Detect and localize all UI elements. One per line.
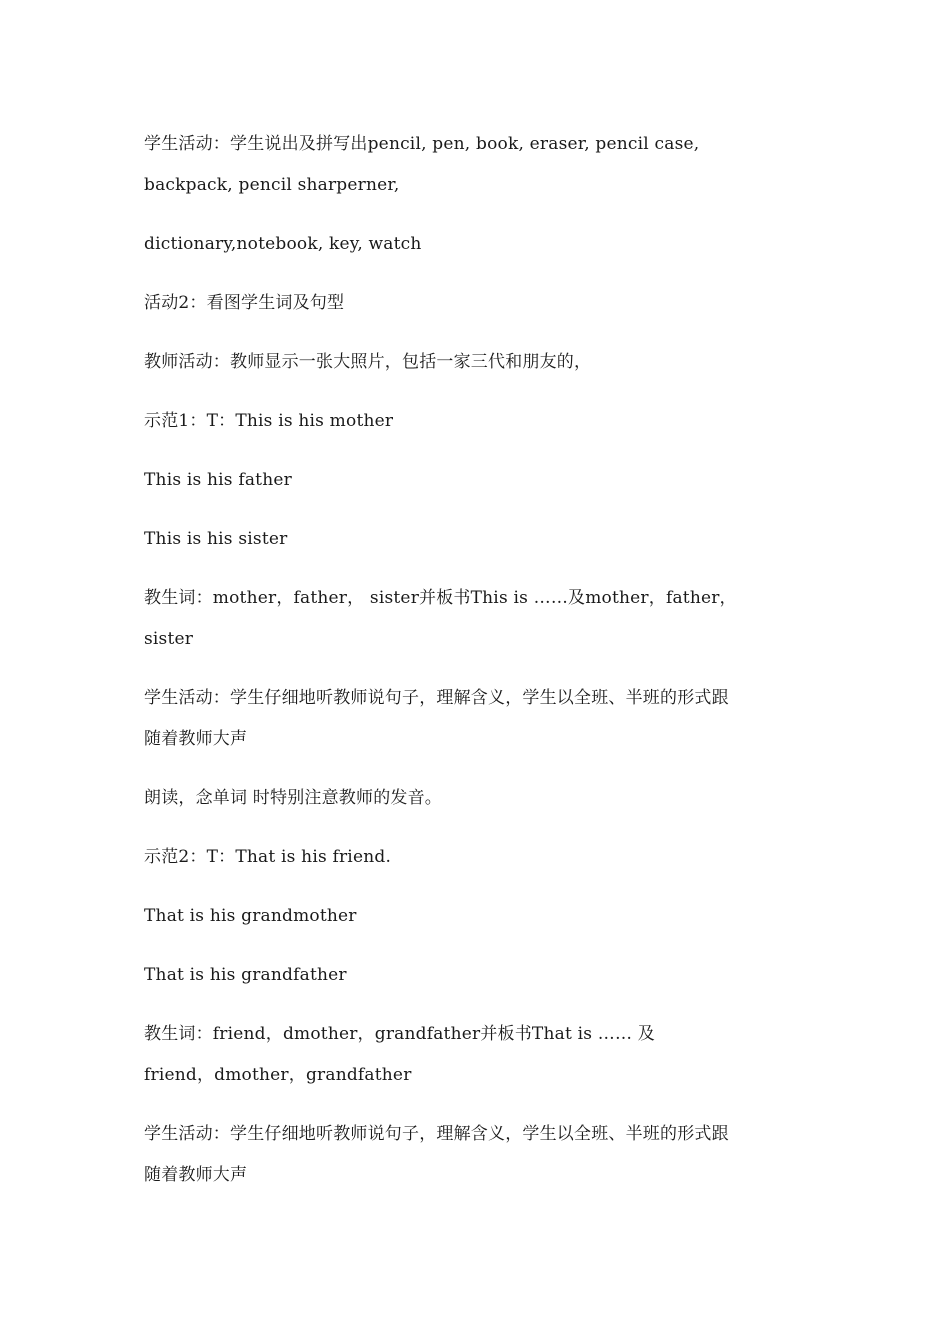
paragraph-line: backpack, pencil sharperner, (144, 175, 400, 195)
paragraph-line: 学生活动：学生仔细地听教师说句子，理解含义，学生以全班、半班的形式跟 (144, 688, 729, 708)
paragraph-activity-2-heading (144, 283, 814, 324)
paragraph-teacher-activity (144, 342, 814, 383)
paragraph-line: 教师活动：教师显示一张大照片，包括一家三代和朋友的， (144, 352, 592, 372)
paragraph-line: This is his sister (144, 529, 288, 549)
paragraph-demo-1 (144, 401, 814, 442)
paragraph-line: 随着教师大声 (144, 1165, 248, 1185)
paragraph-teach-words-2 (144, 1014, 814, 1096)
paragraph-grandfather-sentence (144, 955, 814, 996)
paragraph-reading-note (144, 778, 814, 819)
paragraph-line: 教生词：friend，dmother，grandfather并板书That is …… 及 (144, 1024, 655, 1044)
paragraph-line: 示范2：T：That is his friend. (144, 847, 392, 867)
paragraph-line: This is his father (144, 470, 292, 490)
paragraph-line: 教生词：mother，father， sister并板书This is ……及mother，father， (144, 588, 737, 608)
paragraph-line: That is his grandmother (144, 906, 357, 926)
paragraph-student-activity-2 (144, 678, 814, 760)
paragraph-line: 学生活动：学生说出及拼写出pencil, pen, book, eraser, pencil case, (144, 134, 700, 154)
paragraph-line: friend，dmother，grandfather (144, 1065, 412, 1085)
paragraph-vocabulary-list (144, 224, 814, 265)
paragraph-student-activity-3 (144, 1114, 814, 1196)
paragraph-grandmother-sentence (144, 896, 814, 937)
paragraph-line: 随着教师大声 (144, 729, 248, 749)
paragraph-line: That is his grandfather (144, 965, 347, 985)
paragraph-teach-words-1 (144, 578, 814, 660)
paragraph-line: 活动2：看图学生词及句型 (144, 293, 345, 313)
paragraph-line: sister (144, 629, 194, 649)
paragraph-student-activity-1 (144, 124, 814, 206)
paragraph-father-sentence (144, 460, 814, 501)
paragraph-line: 学生活动：学生仔细地听教师说句子，理解含义，学生以全班、半班的形式跟 (144, 1124, 729, 1144)
paragraph-line: 示范1：T：This is his mother (144, 411, 394, 431)
paragraph-line: 朗读，念单词 时特别注意教师的发音。 (144, 788, 443, 808)
paragraph-line: dictionary,notebook, key, watch (144, 234, 422, 254)
paragraph-sister-sentence (144, 519, 814, 560)
document-body (144, 124, 814, 1214)
paragraph-demo-2 (144, 837, 814, 878)
